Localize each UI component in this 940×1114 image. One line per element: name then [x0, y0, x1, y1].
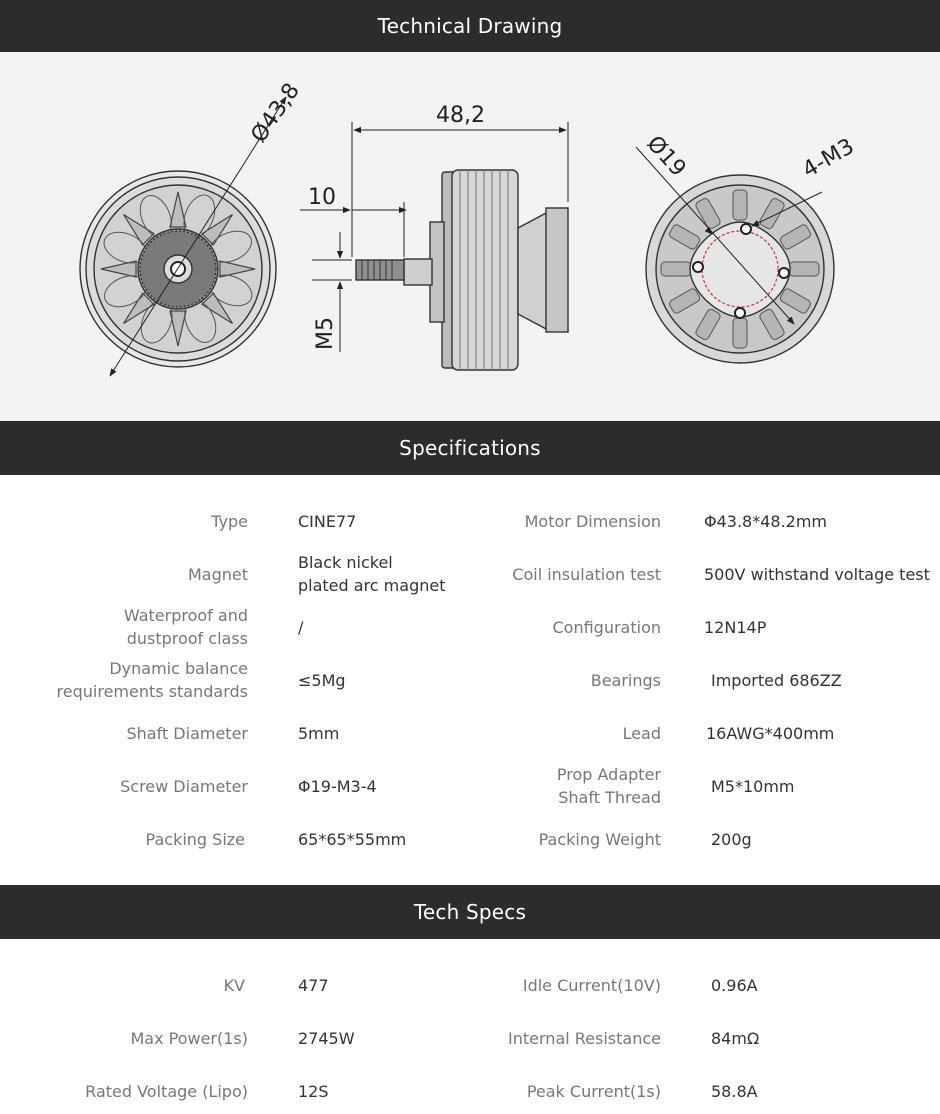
tech-label: Peak Current(1s) — [526, 1082, 661, 1101]
tech-value: 58.8A — [711, 1082, 758, 1101]
spec-value: Φ43.8*48.2mm — [704, 512, 828, 531]
spec-label: Coil insulation test — [512, 565, 661, 584]
spec-value: Imported 686ZZ — [711, 671, 842, 690]
specifications-title: Specifications — [399, 436, 541, 460]
tech-label: Rated Voltage (Lipo) — [85, 1082, 248, 1101]
spec-value: / — [298, 618, 304, 637]
technical-drawing-title: Technical Drawing — [377, 14, 563, 38]
tech-label: Idle Current(10V) — [522, 976, 661, 995]
tech-specs-title: Tech Specs — [413, 900, 527, 924]
spec-label: Magnet — [187, 565, 248, 584]
spec-label: Packing Size — [145, 830, 245, 849]
tech-specs-header — [0, 885, 940, 939]
spec-value: 500V withstand voltage test — [704, 565, 930, 584]
specifications-table — [0, 475, 940, 885]
spec-label: Packing Weight — [538, 830, 661, 849]
tech-value: 84mΩ — [711, 1029, 760, 1048]
spec-value: ≤5Mg — [298, 671, 346, 690]
spec-value: CINE77 — [298, 512, 357, 531]
spec-value: Φ19-M3-4 — [298, 777, 377, 796]
spec-label: Shaft Diameter — [126, 724, 248, 743]
spec-label: Screw Diameter — [120, 777, 248, 796]
spec-value: 5mm — [298, 724, 340, 743]
spec-label: Lead — [622, 724, 661, 743]
dim-length: 48,2 — [436, 103, 485, 128]
spec-label: Bearings — [590, 671, 661, 690]
spec-value: 12N14P — [704, 618, 767, 637]
spec-value: 16AWG*400mm — [706, 724, 835, 743]
specifications-header — [0, 421, 940, 475]
motor-side-view — [356, 170, 568, 370]
dim-mount-diameter: Ø19 — [641, 131, 691, 182]
spec-value: Black nickel plated arc magnet — [298, 553, 446, 595]
tech-value: 12S — [298, 1082, 329, 1101]
dim-shaft-thread: M5 — [313, 317, 338, 350]
spec-value: 65*65*55mm — [298, 830, 407, 849]
motor-rear-view — [646, 175, 834, 363]
spec-label: Configuration — [552, 618, 661, 637]
spec-label: Waterproof and dustproof class — [123, 606, 248, 648]
technical-drawing — [0, 52, 940, 421]
dim-screws: 4-M3 — [798, 134, 859, 184]
tech-value: 2745W — [298, 1029, 355, 1048]
motor-drawing-svg — [0, 52, 940, 421]
tech-label: KV — [223, 976, 245, 995]
tech-value: 0.96A — [711, 976, 758, 995]
dim-outer-diameter: Ø43,8 — [246, 78, 305, 148]
technical-drawing-header — [0, 0, 940, 52]
tech-value: 477 — [298, 976, 329, 995]
dim-shaft-length: 10 — [308, 185, 336, 210]
tech-specs-table — [0, 939, 940, 1114]
spec-label: Dynamic balance requirements standards — [56, 659, 248, 701]
spec-value: 200g — [711, 830, 752, 849]
spec-label: Type — [211, 512, 248, 531]
spec-label: Prop Adapter Shaft Thread — [556, 765, 661, 807]
spec-value: M5*10mm — [711, 777, 795, 796]
tech-label: Max Power(1s) — [130, 1029, 248, 1048]
tech-label: Internal Resistance — [508, 1029, 661, 1048]
spec-label: Motor Dimension — [524, 512, 661, 531]
